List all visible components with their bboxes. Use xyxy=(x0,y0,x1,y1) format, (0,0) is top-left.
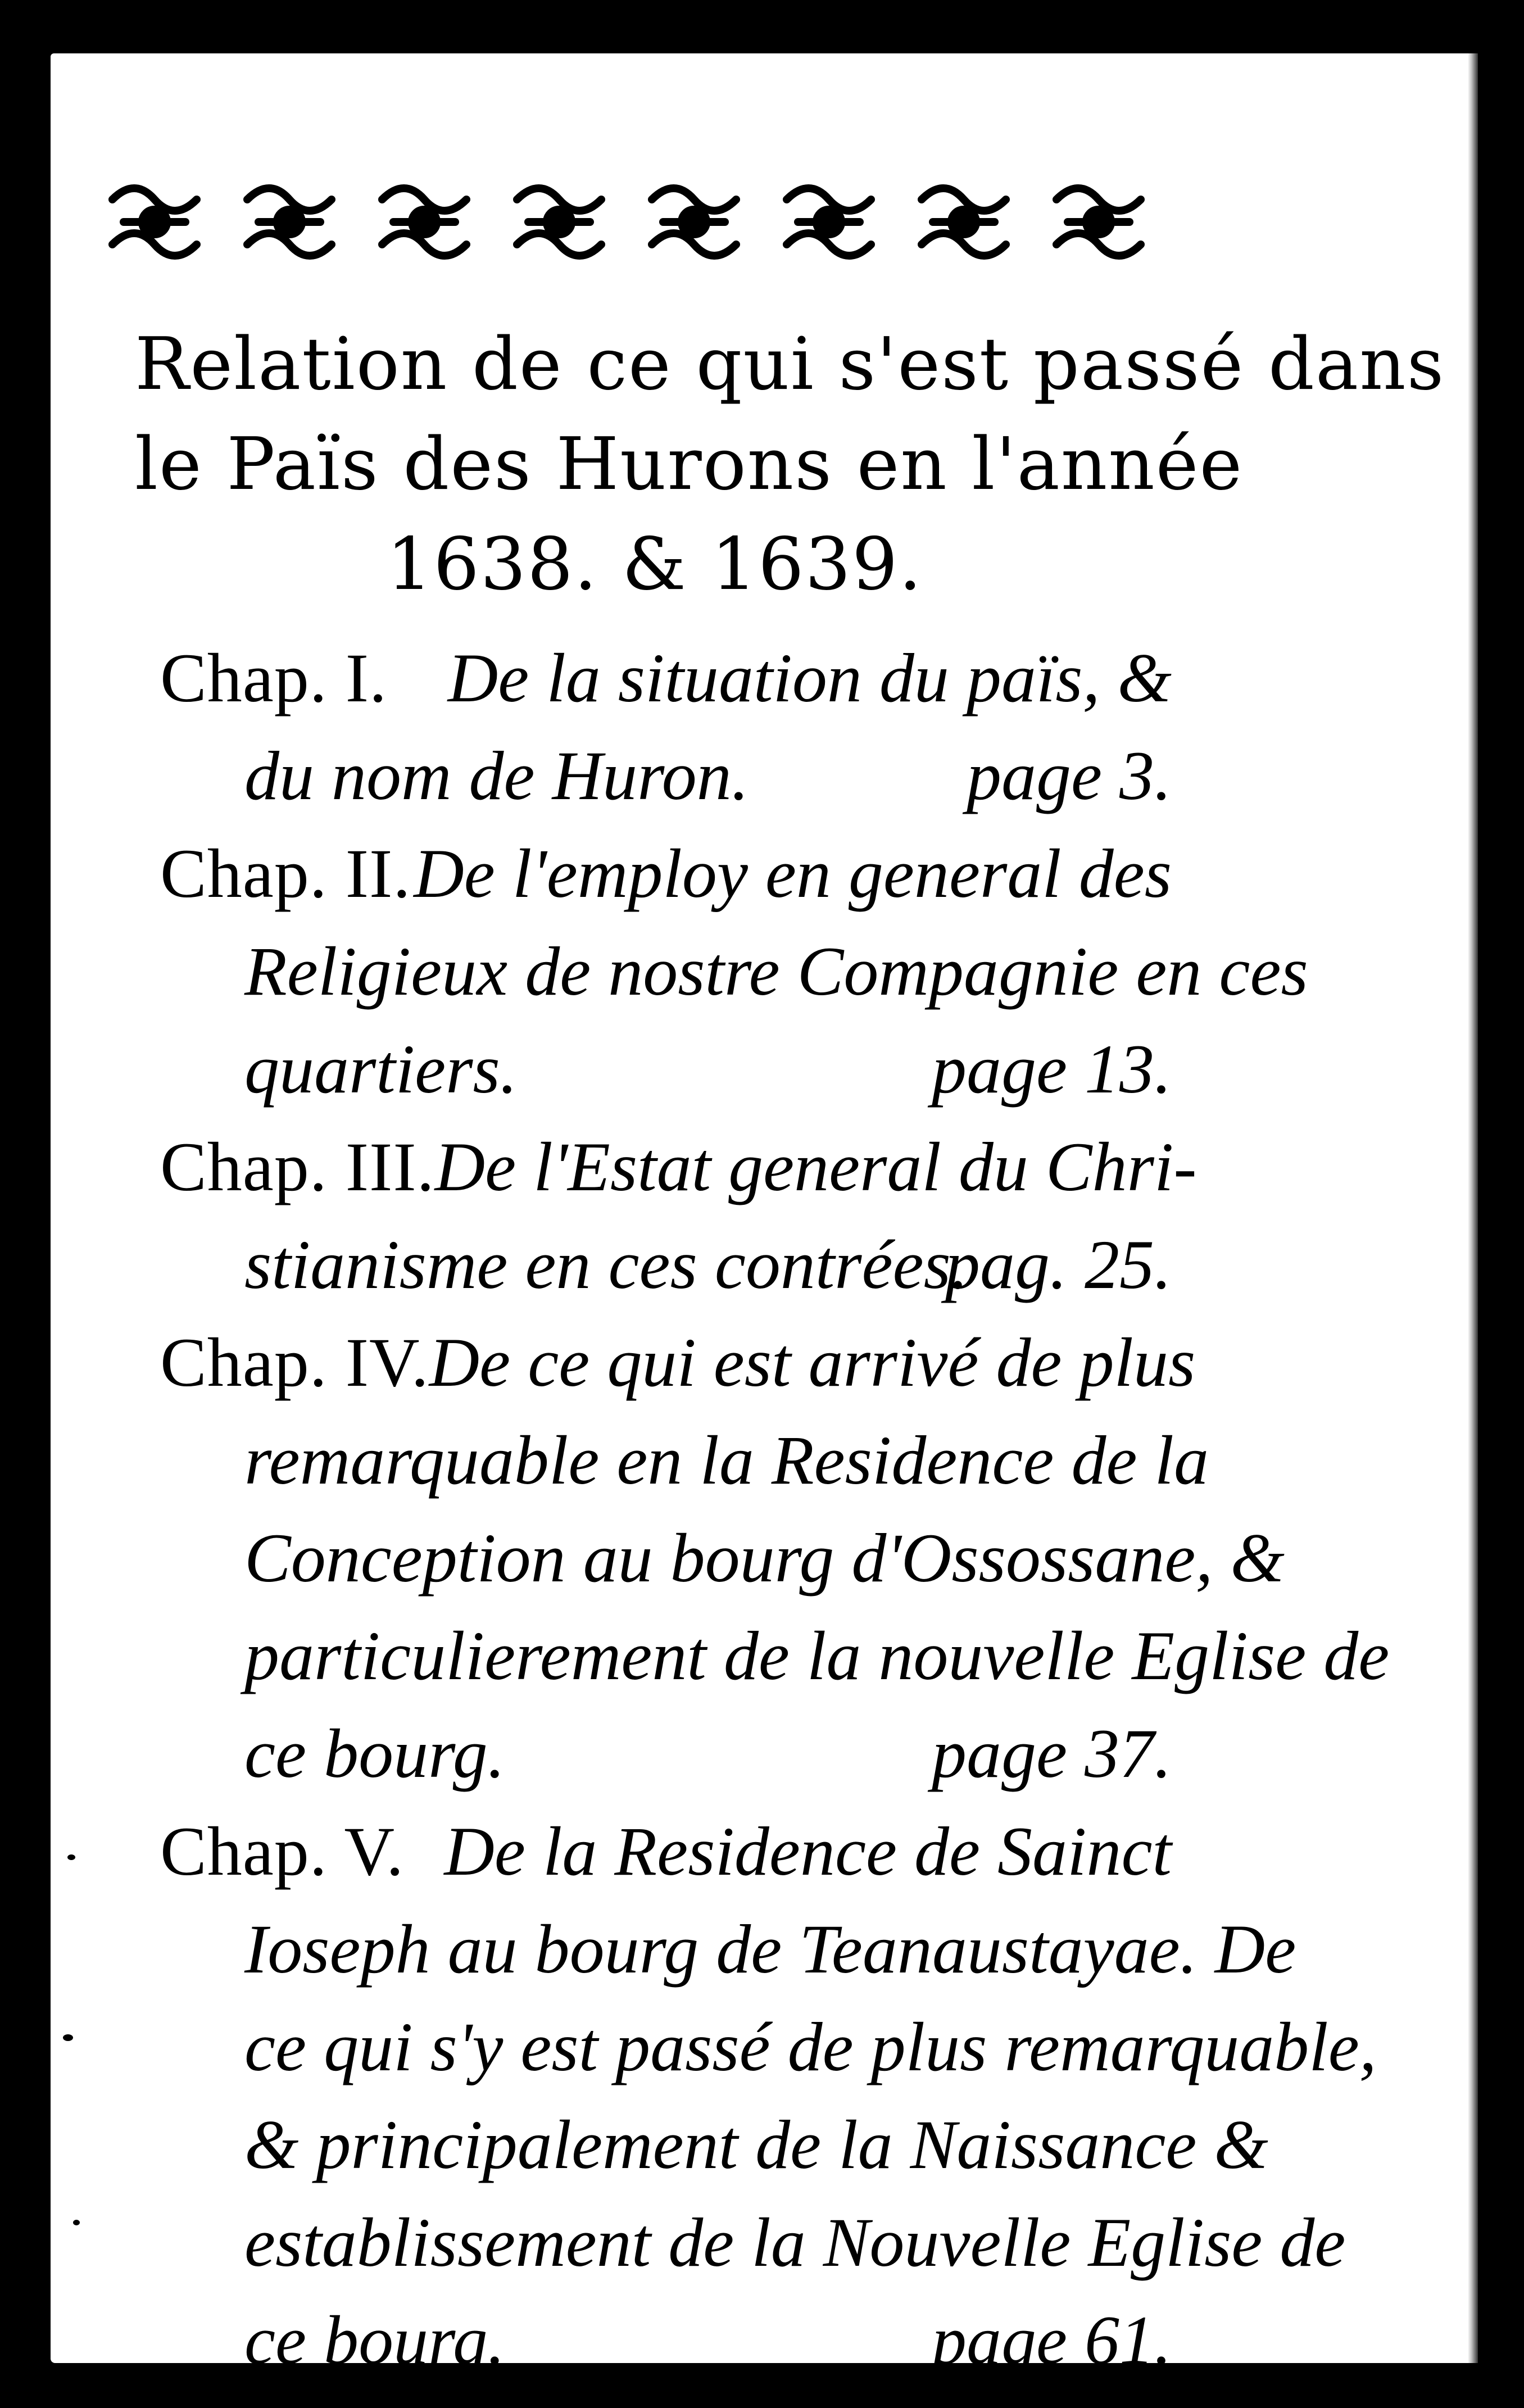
chapter-title-line: De la situation du païs, & xyxy=(447,640,1172,716)
title-line: le Païs des Hurons en l'année xyxy=(135,423,1244,506)
fleuron-ornament xyxy=(506,166,613,278)
page-reference: page 13. xyxy=(931,1031,1172,1108)
chapter-title-line: establissement de la Nouvelle Eglise de xyxy=(244,2204,1346,2281)
ornamental-header xyxy=(101,149,1152,295)
page-reference: pag. 25. xyxy=(945,1226,1172,1303)
fleuron-ornament xyxy=(641,166,747,278)
print-speck xyxy=(67,1854,75,1860)
table-of-contents xyxy=(160,629,1390,2389)
chapter-title-line: remarquable en la Residence de la xyxy=(244,1422,1209,1499)
fleuron-ornament xyxy=(1045,166,1152,278)
title-line: Relation de ce qui s'est passé dans xyxy=(135,323,1445,406)
chapter-title-line: particulierement de la nouvelle Eglise de xyxy=(244,1617,1390,1694)
title-line: 1638. & 1639. xyxy=(386,523,923,606)
chapter-label: Chap. I. xyxy=(160,640,388,716)
toc-entry-chapter-4 xyxy=(160,1314,1390,1803)
chapter-title-line: Ioseph au bourg de Teanaustayae. De xyxy=(244,1911,1296,1988)
chapter-title-line: ce bourg. xyxy=(244,2302,505,2379)
chapter-title-line: De l'Estat general du Chri- xyxy=(434,1128,1197,1205)
chapter-title-line: & principalement de la Naissance & xyxy=(244,2106,1268,2183)
page-reference: page 3. xyxy=(966,737,1172,814)
toc-entry-chapter-3 xyxy=(160,1118,1197,1314)
chapter-label: Chap. III. xyxy=(160,1128,435,1205)
toc-entry-chapter-5 xyxy=(160,1803,1377,2389)
print-speck xyxy=(63,2034,73,2041)
chapter-title-line: De ce qui est arrivé de plus xyxy=(429,1324,1196,1401)
toc-entry-chapter-1 xyxy=(160,629,1172,825)
binding-edge xyxy=(1468,53,1478,2363)
fleuron-ornament xyxy=(371,166,478,278)
chapter-title-line: quartiers. xyxy=(244,1031,518,1108)
fleuron-ornament xyxy=(101,166,208,278)
chapter-label: Chap. II. xyxy=(160,835,411,912)
chapter-label: Chap. IV. xyxy=(160,1324,429,1401)
fleuron-ornament xyxy=(236,166,343,278)
fleuron-ornament xyxy=(910,166,1017,278)
relation-title xyxy=(135,315,1445,615)
chapter-title-line: Conception au bourg d'Ossossane, & xyxy=(244,1520,1285,1597)
chapter-title-line: De l'employ en general des xyxy=(414,835,1172,912)
chapter-title-line: ce bourg. xyxy=(244,1715,505,1792)
toc-entry-chapter-2 xyxy=(160,825,1308,1118)
page-reference: page 37. xyxy=(931,1715,1172,1792)
chapter-title-line: ce qui s'y est passé de plus remarquable, xyxy=(244,2008,1377,2085)
chapter-title-line: De la Residence de Sainct xyxy=(444,1813,1172,1890)
chapter-label: Chap. V. xyxy=(160,1813,405,1890)
print-speck xyxy=(73,2220,80,2225)
page-reference: page 61. xyxy=(931,2302,1172,2379)
chapter-title-line: Religieux de nostre Compagnie en ces xyxy=(244,933,1308,1010)
chapter-title-line: stianisme en ces contrées. xyxy=(244,1226,968,1303)
fleuron-ornament xyxy=(775,166,882,278)
chapter-title-line: du nom de Huron. xyxy=(244,737,749,814)
